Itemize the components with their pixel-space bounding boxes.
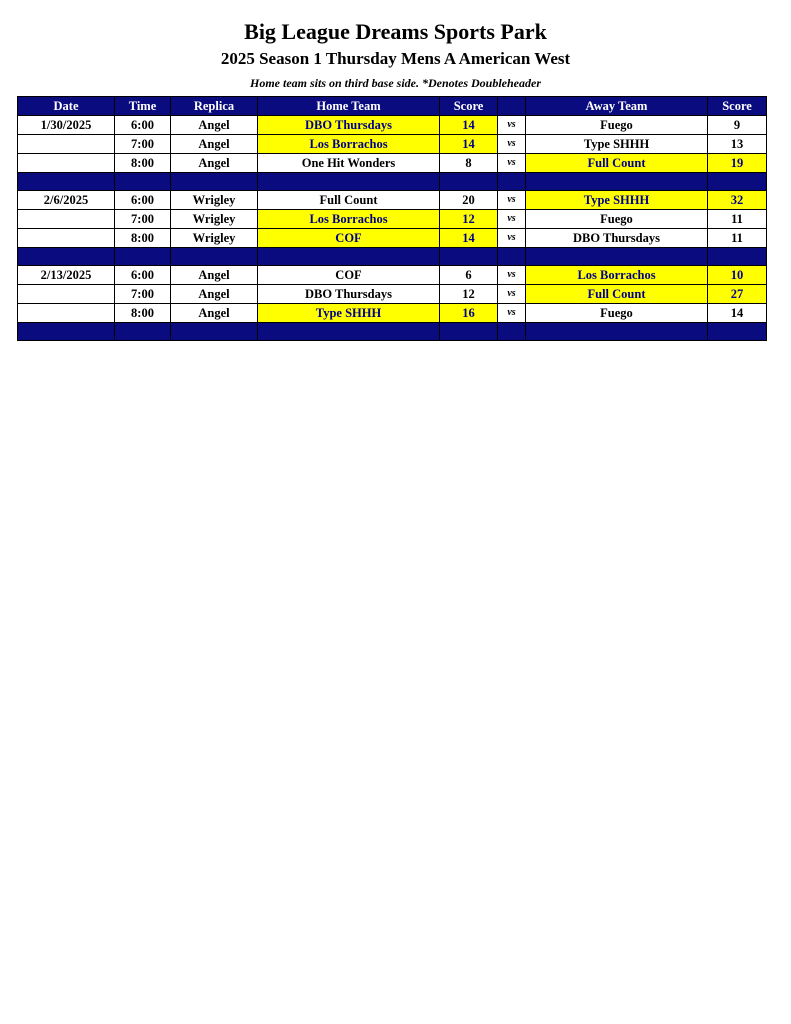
date-cell: [18, 210, 115, 229]
column-header-date: Date: [18, 97, 115, 116]
home-team-cell: COF: [258, 229, 440, 248]
separator-cell: [498, 323, 526, 341]
time-cell: 8:00: [115, 229, 171, 248]
schedule-table: [17, 96, 767, 341]
table-header-row: [18, 97, 767, 116]
vs-cell: vs: [498, 210, 526, 229]
table-row: [18, 266, 767, 285]
separator-row: [18, 248, 767, 266]
vs-cell: vs: [498, 191, 526, 210]
separator-cell: [498, 173, 526, 191]
away-score-cell: 11: [708, 229, 767, 248]
home-team-cell: DBO Thursdays: [258, 116, 440, 135]
time-cell: 6:00: [115, 116, 171, 135]
page-title: Big League Dreams Sports Park: [244, 19, 547, 44]
time-cell: 7:00: [115, 210, 171, 229]
separator-cell: [708, 323, 767, 341]
table-row: [18, 285, 767, 304]
separator-cell: [18, 173, 115, 191]
replica-cell: Angel: [171, 266, 258, 285]
separator-cell: [171, 323, 258, 341]
table-row: [18, 229, 767, 248]
home-team-cell: One Hit Wonders: [258, 154, 440, 173]
home-score-cell: 14: [440, 135, 498, 154]
home-score-cell: 16: [440, 304, 498, 323]
away-score-cell: 11: [708, 210, 767, 229]
home-team-cell: COF: [258, 266, 440, 285]
away-team-cell: Full Count: [526, 285, 708, 304]
column-header-time: Time: [115, 97, 171, 116]
date-cell: [18, 154, 115, 173]
separator-cell: [258, 248, 440, 266]
time-cell: 6:00: [115, 266, 171, 285]
separator-cell: [526, 173, 708, 191]
replica-cell: Angel: [171, 285, 258, 304]
away-team-cell: Type SHHH: [526, 135, 708, 154]
vs-cell: vs: [498, 285, 526, 304]
column-header-away-team: Away Team: [526, 97, 708, 116]
away-team-cell: Fuego: [526, 116, 708, 135]
away-score-cell: 19: [708, 154, 767, 173]
home-score-cell: 12: [440, 210, 498, 229]
separator-cell: [258, 323, 440, 341]
away-score-cell: 13: [708, 135, 767, 154]
vs-cell: vs: [498, 116, 526, 135]
column-header-away-score: Score: [708, 97, 767, 116]
column-header-home-team: Home Team: [258, 97, 440, 116]
date-cell: [18, 135, 115, 154]
page-subtitle: 2025 Season 1 Thursday Mens A American West: [220, 49, 571, 68]
vs-cell: vs: [498, 304, 526, 323]
away-score-cell: 10: [708, 266, 767, 285]
home-score-cell: 14: [440, 229, 498, 248]
time-cell: 7:00: [115, 135, 171, 154]
column-header-home-score: Score: [440, 97, 498, 116]
separator-cell: [440, 323, 498, 341]
away-team-cell: DBO Thursdays: [526, 229, 708, 248]
home-score-cell: 6: [440, 266, 498, 285]
time-cell: 8:00: [115, 154, 171, 173]
home-score-cell: 20: [440, 191, 498, 210]
date-cell: [18, 229, 115, 248]
away-score-cell: 14: [708, 304, 767, 323]
date-cell: 2/6/2025: [18, 191, 115, 210]
home-team-cell: Los Borrachos: [258, 135, 440, 154]
separator-cell: [498, 248, 526, 266]
time-cell: 6:00: [115, 191, 171, 210]
separator-cell: [708, 248, 767, 266]
replica-cell: Angel: [171, 154, 258, 173]
column-header-vs: [498, 97, 526, 116]
replica-cell: Wrigley: [171, 229, 258, 248]
vs-cell: vs: [498, 154, 526, 173]
home-team-cell: Los Borrachos: [258, 210, 440, 229]
away-team-cell: Fuego: [526, 304, 708, 323]
away-team-cell: Type SHHH: [526, 191, 708, 210]
separator-cell: [258, 173, 440, 191]
table-row: [18, 116, 767, 135]
separator-cell: [115, 173, 171, 191]
column-header-replica: Replica: [171, 97, 258, 116]
schedule-note: Home team sits on third base side. *Denotes Doubleheader: [250, 76, 541, 90]
away-team-cell: Los Borrachos: [526, 266, 708, 285]
table-row: [18, 210, 767, 229]
date-cell: 2/13/2025: [18, 266, 115, 285]
vs-cell: vs: [498, 229, 526, 248]
separator-cell: [18, 248, 115, 266]
home-team-cell: Type SHHH: [258, 304, 440, 323]
replica-cell: Angel: [171, 116, 258, 135]
time-cell: 8:00: [115, 304, 171, 323]
separator-cell: [115, 323, 171, 341]
away-score-cell: 32: [708, 191, 767, 210]
separator-row: [18, 173, 767, 191]
replica-cell: Wrigley: [171, 191, 258, 210]
table-row: [18, 154, 767, 173]
home-score-cell: 14: [440, 116, 498, 135]
home-team-cell: DBO Thursdays: [258, 285, 440, 304]
home-score-cell: 12: [440, 285, 498, 304]
separator-cell: [18, 323, 115, 341]
separator-cell: [708, 173, 767, 191]
away-team-cell: Fuego: [526, 210, 708, 229]
home-score-cell: 8: [440, 154, 498, 173]
separator-cell: [526, 323, 708, 341]
separator-cell: [171, 173, 258, 191]
away-score-cell: 9: [708, 116, 767, 135]
replica-cell: Wrigley: [171, 210, 258, 229]
home-team-cell: Full Count: [258, 191, 440, 210]
away-team-cell: Full Count: [526, 154, 708, 173]
vs-cell: vs: [498, 266, 526, 285]
away-score-cell: 27: [708, 285, 767, 304]
separator-cell: [115, 248, 171, 266]
vs-cell: vs: [498, 135, 526, 154]
separator-row: [18, 323, 767, 341]
separator-cell: [526, 248, 708, 266]
separator-cell: [440, 173, 498, 191]
schedule-body: [18, 116, 767, 341]
replica-cell: Angel: [171, 304, 258, 323]
table-row: [18, 135, 767, 154]
table-row: [18, 304, 767, 323]
date-cell: [18, 304, 115, 323]
table-row: [18, 191, 767, 210]
separator-cell: [440, 248, 498, 266]
separator-cell: [171, 248, 258, 266]
date-cell: [18, 285, 115, 304]
time-cell: 7:00: [115, 285, 171, 304]
date-cell: 1/30/2025: [18, 116, 115, 135]
replica-cell: Angel: [171, 135, 258, 154]
